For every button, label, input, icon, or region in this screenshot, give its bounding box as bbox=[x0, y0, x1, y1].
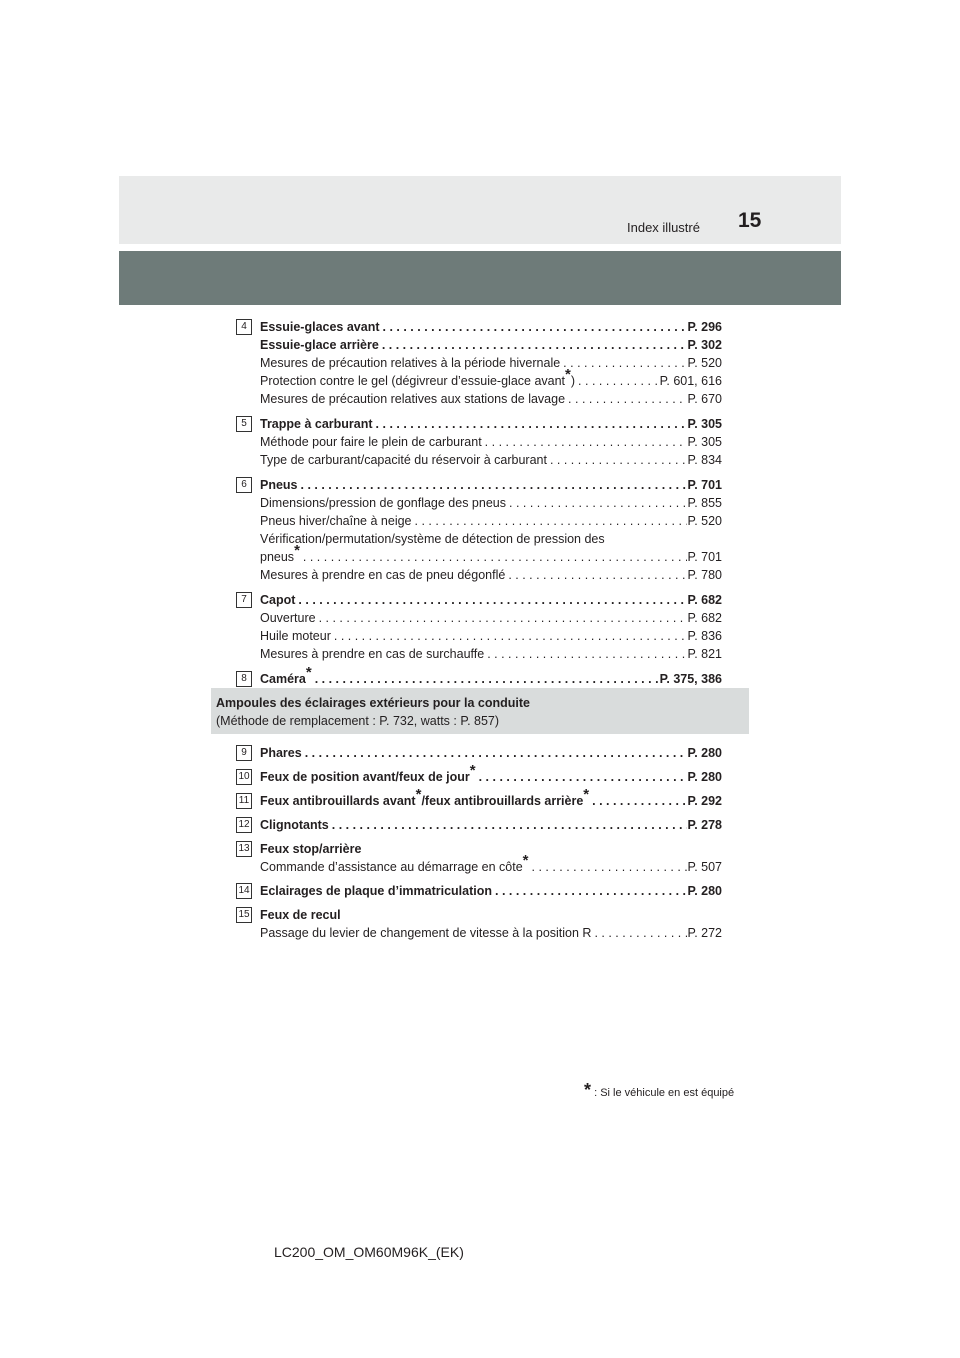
dot-leader bbox=[547, 451, 688, 469]
item-number-badge: 5 bbox=[236, 416, 252, 432]
page-reference: P. 601, 616 bbox=[659, 374, 722, 388]
dot-leader bbox=[379, 336, 688, 354]
page-reference: P. 305 bbox=[687, 435, 722, 449]
entry-label-text: Mesures à prendre en cas de pneu dégonflé bbox=[260, 568, 506, 582]
index-list-top bbox=[236, 318, 722, 695]
entry-label bbox=[260, 842, 361, 856]
page-reference: P. 278 bbox=[687, 818, 722, 832]
bulb-section-subtitle: (Méthode de remplacement : P. 732, watts : P. 857) bbox=[216, 714, 500, 728]
dot-leader bbox=[331, 627, 688, 645]
index-entry bbox=[236, 476, 722, 584]
page-reference: P. 855 bbox=[687, 496, 722, 510]
page-reference: P. 272 bbox=[687, 926, 722, 940]
page-reference: P. 780 bbox=[687, 568, 722, 582]
entry-label bbox=[260, 512, 412, 530]
entry-label-text: Pneus bbox=[260, 478, 298, 492]
section-title: Index illustré bbox=[627, 220, 700, 235]
page-reference: P. 670 bbox=[687, 392, 722, 406]
item-number-badge: 14 bbox=[236, 883, 252, 899]
page-reference: P. 821 bbox=[687, 647, 722, 661]
entry-label bbox=[260, 645, 484, 663]
index-line bbox=[260, 566, 722, 584]
dot-leader bbox=[373, 415, 688, 433]
entry-label-text: Eclairages de plaque d’immatriculation bbox=[260, 884, 493, 898]
asterisk-marker: * bbox=[294, 541, 300, 559]
dot-leader bbox=[316, 609, 688, 627]
index-line bbox=[260, 354, 722, 372]
entry-label-text: Mesures à prendre en cas de surchauffe bbox=[260, 647, 485, 661]
dot-leader bbox=[575, 372, 660, 390]
index-entry bbox=[236, 663, 722, 688]
dot-leader bbox=[412, 512, 688, 530]
page-reference: P. 305 bbox=[687, 417, 722, 431]
entry-label-text: Caméra bbox=[260, 672, 306, 686]
index-line bbox=[260, 530, 722, 548]
entry-label-text: Type de carburant/capacité du réservoir à carburant bbox=[260, 453, 547, 467]
entry-label bbox=[260, 494, 506, 512]
entry-label-text: Huile moteur bbox=[260, 629, 331, 643]
page-reference: P. 836 bbox=[687, 629, 722, 643]
index-line bbox=[260, 591, 722, 609]
entry-label bbox=[260, 390, 565, 408]
page-reference: P. 375, 386 bbox=[659, 672, 722, 686]
page-reference: P. 280 bbox=[687, 770, 722, 784]
dot-leader bbox=[484, 645, 687, 663]
entry-label-text: Commande d’assistance au démarrage en côte bbox=[260, 860, 523, 874]
item-number-badge: 13 bbox=[236, 841, 252, 857]
entry-label-suffix: /feux antibrouillards arrière bbox=[421, 794, 584, 808]
dot-leader bbox=[312, 670, 660, 688]
entry-label-text: Ouverture bbox=[260, 611, 316, 625]
index-line bbox=[260, 851, 722, 876]
asterisk-marker: * bbox=[583, 785, 590, 803]
index-line bbox=[260, 476, 722, 494]
header-band-dark bbox=[119, 251, 841, 305]
entry-label bbox=[260, 476, 298, 494]
item-number-badge: 11 bbox=[236, 793, 252, 809]
index-entry bbox=[236, 415, 722, 469]
dot-leader bbox=[505, 566, 687, 584]
index-entry bbox=[236, 816, 722, 834]
index-line bbox=[260, 365, 722, 390]
entry-label-text: Trappe à carburant bbox=[260, 417, 373, 431]
page-number: 15 bbox=[738, 209, 762, 232]
index-entry bbox=[236, 906, 722, 942]
page-reference: P. 682 bbox=[687, 593, 722, 607]
entry-label-text: Mesures de précaution relatives aux stations de lavage bbox=[260, 392, 566, 406]
entry-label bbox=[260, 451, 547, 469]
entry-label bbox=[260, 591, 295, 609]
entry-label bbox=[260, 627, 331, 645]
index-entry bbox=[236, 840, 722, 876]
entry-label bbox=[260, 354, 560, 372]
dot-leader bbox=[329, 816, 688, 834]
entry-label bbox=[260, 908, 341, 922]
asterisk-marker: * bbox=[522, 851, 529, 869]
entry-label bbox=[260, 336, 379, 354]
entry-label bbox=[260, 532, 605, 546]
dot-leader bbox=[492, 882, 687, 900]
entry-label-text: Protection contre le gel (dégivreur d’essuie-glace avant bbox=[260, 374, 566, 388]
item-number-badge: 6 bbox=[236, 477, 252, 493]
page-reference: P. 520 bbox=[687, 356, 722, 370]
entry-label-text: Feux de position avant/feux de jour bbox=[260, 770, 470, 784]
index-entry bbox=[236, 761, 722, 786]
page-reference: P. 280 bbox=[687, 746, 722, 760]
dot-leader bbox=[506, 494, 687, 512]
dot-leader bbox=[589, 792, 687, 810]
index-line bbox=[260, 390, 722, 408]
entry-label bbox=[260, 761, 476, 786]
entry-label bbox=[260, 851, 529, 876]
page-reference: P. 302 bbox=[687, 338, 722, 352]
dot-leader bbox=[591, 924, 687, 942]
entry-label bbox=[260, 318, 380, 336]
entry-label bbox=[260, 541, 300, 566]
entry-label-suffix: ) bbox=[570, 374, 576, 388]
item-number-badge: 8 bbox=[236, 671, 252, 687]
index-line bbox=[260, 744, 722, 762]
footnote bbox=[584, 1080, 734, 1101]
dot-leader bbox=[300, 548, 688, 566]
entry-label-text: Vérification/permutation/système de détection de pression des bbox=[260, 532, 605, 546]
page-reference: P. 507 bbox=[687, 860, 722, 874]
item-number-badge: 15 bbox=[236, 907, 252, 923]
footnote-star: * bbox=[584, 1080, 592, 1100]
index-line bbox=[260, 627, 722, 645]
footnote-text: : Si le véhicule en est équipé bbox=[594, 1087, 735, 1099]
entry-label bbox=[260, 785, 590, 810]
index-line bbox=[260, 541, 722, 566]
asterisk-marker: * bbox=[305, 663, 312, 681]
entry-label-text: Passage du levier de changement de vitesse à la position R bbox=[260, 926, 592, 940]
dot-leader bbox=[476, 768, 688, 786]
page-reference: P. 682 bbox=[687, 611, 722, 625]
dot-leader bbox=[565, 390, 687, 408]
entry-label-text: Feux stop/arrière bbox=[260, 842, 362, 856]
index-entry bbox=[236, 591, 722, 663]
entry-label bbox=[260, 744, 302, 762]
item-number-badge: 9 bbox=[236, 745, 252, 761]
page-reference: P. 701 bbox=[687, 550, 722, 564]
entry-label-text: Pneus hiver/chaîne à neige bbox=[260, 514, 412, 528]
item-number-badge: 7 bbox=[236, 592, 252, 608]
dot-leader bbox=[302, 744, 688, 762]
index-line bbox=[260, 924, 722, 942]
entry-label bbox=[260, 365, 576, 390]
entry-label bbox=[260, 566, 505, 584]
page-reference: P. 280 bbox=[687, 884, 722, 898]
asterisk-marker: * bbox=[415, 785, 422, 803]
entry-label bbox=[260, 663, 312, 688]
dot-leader bbox=[298, 476, 688, 494]
entry-label-text: Clignotants bbox=[260, 818, 329, 832]
index-entry bbox=[236, 318, 722, 408]
bulb-section-box bbox=[211, 688, 749, 734]
asterisk-marker: * bbox=[469, 761, 476, 779]
dot-leader bbox=[380, 318, 688, 336]
index-line bbox=[260, 785, 722, 810]
entry-label-text: Mesures de précaution relatives à la période hivernale bbox=[260, 356, 561, 370]
dot-leader bbox=[529, 858, 688, 876]
document-code: LC200_OM_OM60M96K_(EK) bbox=[274, 1244, 464, 1260]
index-line bbox=[260, 336, 722, 354]
index-line bbox=[260, 663, 722, 688]
index-line bbox=[260, 882, 722, 900]
entry-label bbox=[260, 816, 329, 834]
index-line bbox=[260, 906, 722, 924]
entry-label-text: Capot bbox=[260, 593, 296, 607]
entry-label-text: Phares bbox=[260, 746, 302, 760]
entry-label-text: Essuie-glaces avant bbox=[260, 320, 380, 334]
entry-label bbox=[260, 433, 482, 451]
item-number-badge: 10 bbox=[236, 769, 252, 785]
item-number-badge: 12 bbox=[236, 817, 252, 833]
dot-leader bbox=[482, 433, 688, 451]
index-line bbox=[260, 512, 722, 530]
entry-label bbox=[260, 415, 373, 433]
asterisk-marker: * bbox=[565, 365, 571, 383]
entry-label bbox=[260, 924, 591, 942]
index-line bbox=[260, 494, 722, 512]
index-entry bbox=[236, 744, 722, 762]
index-entry bbox=[236, 785, 722, 810]
entry-label bbox=[260, 609, 316, 627]
index-line bbox=[260, 318, 722, 336]
page-reference: P. 520 bbox=[687, 514, 722, 528]
entry-label-text: Feux de recul bbox=[260, 908, 341, 922]
index-line bbox=[260, 433, 722, 451]
index-line bbox=[260, 609, 722, 627]
page-reference: P. 296 bbox=[687, 320, 722, 334]
page-reference: P. 292 bbox=[687, 794, 722, 808]
entry-label-text: Feux antibrouillards avant bbox=[260, 794, 416, 808]
index-line bbox=[260, 840, 722, 858]
bulb-section-title: Ampoules des éclairages extérieurs pour la conduite bbox=[216, 696, 530, 710]
header-band-light bbox=[119, 176, 841, 244]
index-line bbox=[260, 761, 722, 786]
index-line bbox=[260, 451, 722, 469]
page-reference: P. 701 bbox=[687, 478, 722, 492]
entry-label-text: Méthode pour faire le plein de carburant bbox=[260, 435, 482, 449]
page-reference: P. 834 bbox=[687, 453, 722, 467]
dot-leader bbox=[560, 354, 687, 372]
index-line bbox=[260, 645, 722, 663]
index-entry bbox=[236, 882, 722, 900]
index-list-bottom bbox=[236, 744, 722, 948]
entry-label-text: pneus bbox=[260, 550, 295, 564]
item-number-badge: 4 bbox=[236, 319, 252, 335]
dot-leader bbox=[295, 591, 687, 609]
index-line bbox=[260, 415, 722, 433]
index-line bbox=[260, 816, 722, 834]
entry-label bbox=[260, 882, 492, 900]
entry-label-text: Essuie-glace arrière bbox=[260, 338, 379, 352]
entry-label-text: Dimensions/pression de gonflage des pneus bbox=[260, 496, 506, 510]
